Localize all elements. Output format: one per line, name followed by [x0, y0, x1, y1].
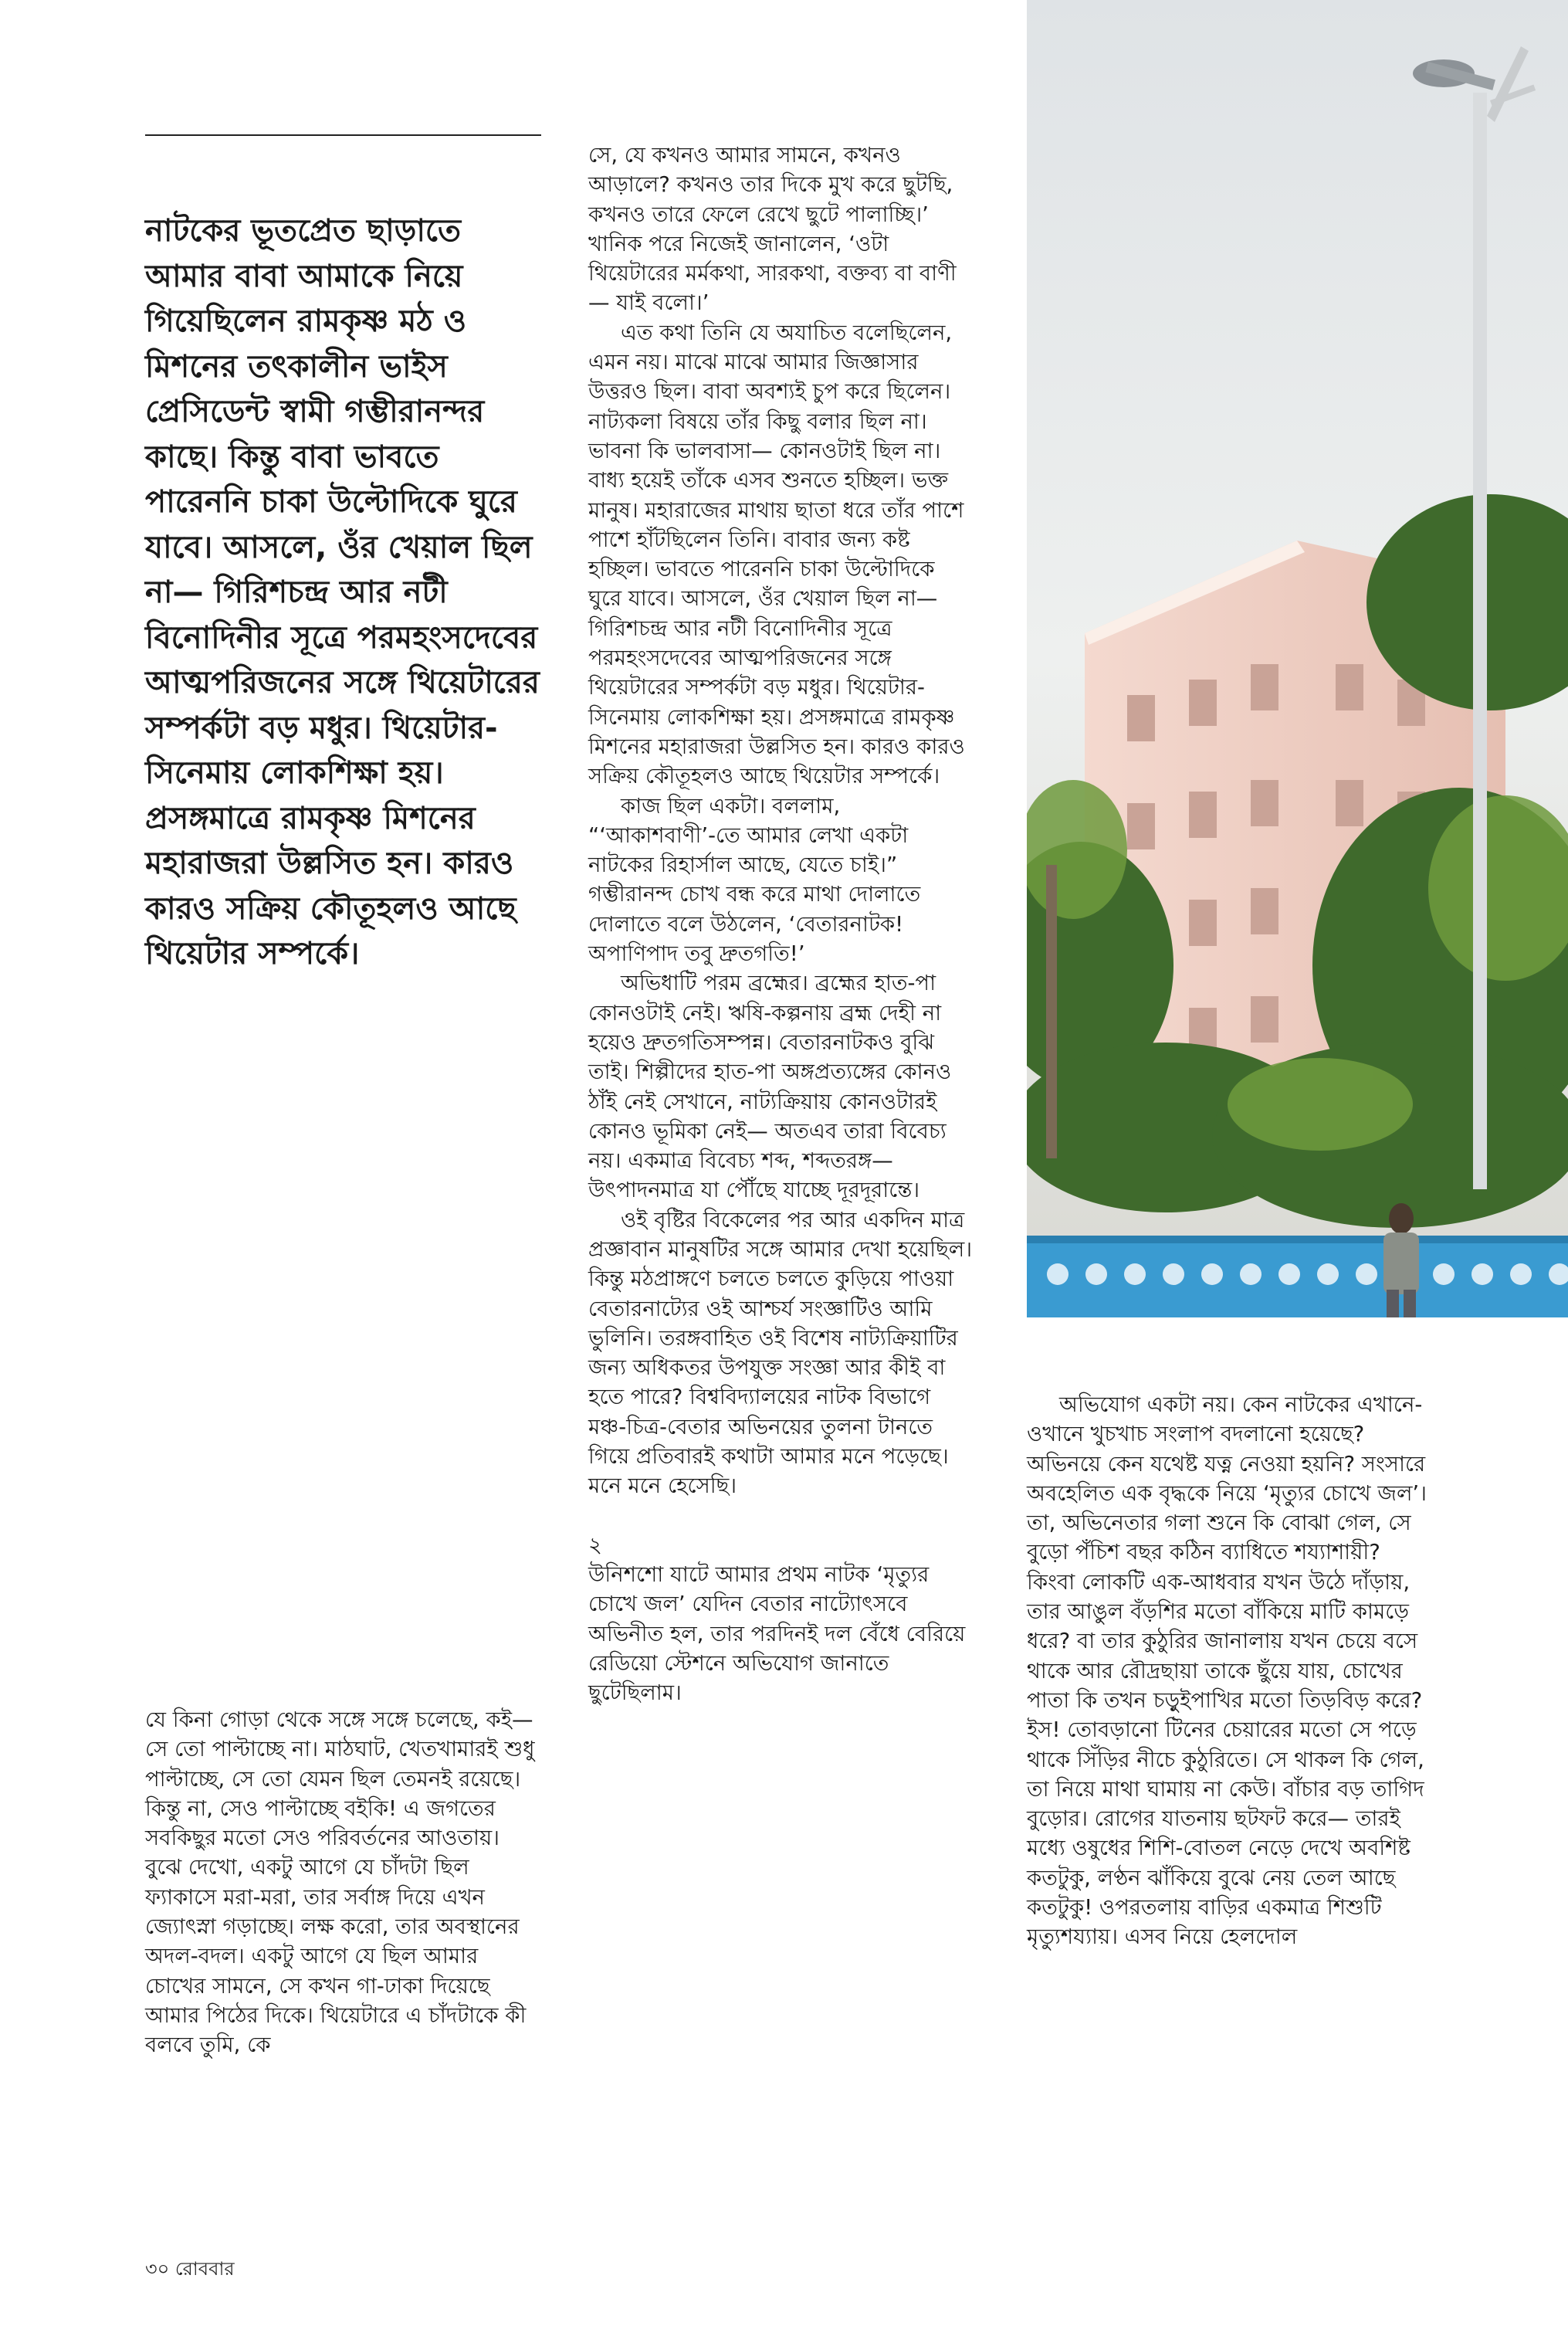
paragraph: কাজ ছিল একটা। বললাম, “‘আকাশবাণী’-তে আমার লেখা একটা নাটকের রিহার্সাল আছে, যেতে চাই।” গম্ভীরানন্দ চোখ বন্ধ করে মাথা দোলাতে দোলাতে বলে উঠলেন, ‘বেতারনাটক! অপাণিপাদ তবু দ্রুতগতি!’: [588, 793, 921, 967]
column-1-body: [145, 1705, 540, 2060]
section-number: ২: [588, 1532, 602, 1558]
column-2-body: [588, 141, 974, 1707]
paragraph: সে, যে কখনও আমার সামনে, কখনও আড়ালে? কখনও তার দিকে মুখ করে ছুটছি, কখনও তারে ফেলে রেখে ছুটে পালাচ্ছি।’ খানিক পরে নিজেই জানালেন, ‘ওটা থিয়েটারের মর্মকথা, সারকথা, বক্তব্য বা বাণী— যাই বলো।’: [588, 143, 957, 316]
top-rule: [145, 134, 541, 136]
paragraph: অভিধাটি পরম ব্রহ্মের। ব্রহ্মের হাত-পা কোনওটাই নেই। ঋষি-কল্পনায় ব্রহ্ম দেহী না হয়েও দ্রুতগতিসম্পন্ন। বেতারনাটকও বুঝি তাই। শিল্পীদের হাত-পা অঙ্গপ্রত্যঙ্গের কোনও ঠাঁই নেই সেখানে, নাট্যক্রিয়ায় কোনওটারই কোনও ভূমিকা নেই— অতএব তারা বিবেচ্য নয়। একমাত্র বিবেচ্য শব্দ, শব্দতরঙ্গ— উৎপাদনমাত্র যা পৌঁছে যাচ্ছে দূরদূরান্তে।: [588, 971, 952, 1203]
paragraph: উনিশশো যাটে আমার প্রথম নাটক ‘মৃত্যুর চোখে জল’ যেদিন বেতার নাট্যোৎসবে অভিনীত হল, তার পরদিনই দল বেঁধে বেরিয়ে রেডিয়ো স্টেশনে অভিযোগ জানাতে ছুটেছিলাম।: [588, 1561, 966, 1706]
column-3-body: [1027, 1390, 1428, 1952]
paragraph: এত কথা তিনি যে অযাচিত বলেছিলেন, এমন নয়। মাঝে মাঝে আমার জিজ্ঞাসার উত্তরও ছিল। বাবা অবশ্যই চুপ করে ছিলেন। নাট্যকলা বিষয়ে তাঁর কিছু বলার ছিল না। ভাবনা কি ভালবাসা— কোনওটাই ছিল না। বাধ্য হয়েই তাঁকে এসব শুনতে হচ্ছিল। ভক্ত মানুষ। মহারাজের মাথায় ছাতা ধরে তাঁর পাশে পাশে হাঁটছিলেন তিনি। বাবার জন্য কষ্ট হচ্ছিল। ভাবতে পারেননি চাকা উল্টোদিকে ঘুরে যাবে। আসলে, ওঁর খেয়াল ছিল না— গিরিশচন্দ্র আর নটী বিনোদিনীর সূত্রে পরমহংসদেবের আত্মপরিজনের সঙ্গে থিয়েটারের সম্পর্কটা বড় মধুর। থিয়েটার-সিনেমায় লোকশিক্ষা হয়। প্রসঙ্গমাত্রে রামকৃষ্ণ মিশনের মহারাজরা উল্লসিত হন। কারও কারও সক্রিয় কৌতূহলও আছে থিয়েটার সম্পর্কে।: [588, 320, 965, 789]
photo-building-streetlight: [1027, 0, 1568, 1317]
paragraph: যে কিনা গোড়া থেকে সঙ্গে সঙ্গে চলেছে, কই— সে তো পাল্টাচ্ছে না। মাঠঘাট, খেতখামারই শুধু পাল্টাচ্ছে, সে তো যেমন ছিল তেমনই রয়েছে। কিন্তু না, সেও পাল্টাচ্ছে বইকি! এ জগতের সবকিছুর মতো সেও পরিবর্তনের আওতায়। বুঝে দেখো, একটু আগে যে চাঁদটা ছিল ফ্যাকাসে মরা-মরা, তার সর্বাঙ্গ দিয়ে এখন জ্যোৎস্না গড়াচ্ছে। লক্ষ করো, তার অবস্থানের অদল-বদল। একটু আগে যে ছিল আমার চোখের সামনে, সে কখন গা-ঢাকা দিয়েছে আমার পিঠের দিকে। থিয়েটারে এ চাঁদটাকে কী বলবে তুমি, কে: [145, 1707, 535, 2058]
paragraph: ওই বৃষ্টির বিকেলের পর আর একদিন মাত্র প্রজ্ঞাবান মানুষটির সঙ্গে আমার দেখা হয়েছিল। কিন্তু মঠপ্রাঙ্গণে চলতে চলতে কুড়িয়ে পাওয়া বেতারনাট্যের ওই আশ্চর্য সংজ্ঞাটিও আমি ভুলিনি। তরঙ্গবাহিত ওই বিশেষ নাট্যক্রিয়াটির জন্য অধিকতর উপযুক্ত সংজ্ঞা আর কীই বা হতে পারে? বিশ্ববিদ্যালয়ের নাটক বিভাগে মঞ্চ-চিত্র-বেতার অভিনয়ের তুলনা টানতে গিয়ে প্রতিবারই কথাটা আমার মনে পড়েছে। মনে মনে হেসেছি।: [588, 1207, 973, 1499]
page-folio: ৩০ রোববার: [145, 2258, 235, 2280]
pull-quote: নাটকের ভূতপ্রেত ছাড়াতে আমার বাবা আমাকে নিয়ে গিয়েছিলেন রামকৃষ্ণ মঠ ও মিশনের তৎকালীন ভাইস প্রেসিডেন্ট স্বামী গম্ভীরানন্দর কাছে। কিন্তু বাবা ভাবতে পারেননি চাকা উল্টোদিকে ঘুরে যাবে। আসলে, ওঁর খেয়াল ছিল না— গিরিশচন্দ্র আর নটী বিনোদিনীর সূত্রে পরমহংসদেবের আত্মপরিজনের সঙ্গে থিয়েটারের সম্পর্কটা বড় মধুর। থিয়েটার-সিনেমায় লোকশিক্ষা হয়। প্রসঙ্গমাত্রে রামকৃষ্ণ মিশনের মহারাজরা উল্লসিত হন। কারও কারও সক্রিয় কৌতূহলও আছে থিয়েটার সম্পর্কে।: [145, 213, 540, 971]
paragraph: অভিযোগ একটা নয়। কেন নাটকের এখানে-ওখানে খুচখাচ সংলাপ বদলানো হয়েছে? অভিনয়ে কেন যথেষ্ট যত্ন নেওয়া হয়নি? সংসারে অবহেলিত এক বৃদ্ধকে নিয়ে ‘মৃত্যুর চোখে জল’। তা, অভিনেতার গলা শুনে কি বোঝা গেল, সে বুড়ো পঁচিশ বছর কঠিন ব্যাধিতে শয্যাশায়ী? কিংবা লোকটি এক-আধবার যখন উঠে দাঁড়ায়, তার আঙুল বঁড়শির মতো বাঁকিয়ে মাটি কামড়ে ধরে? বা তার কুঠুরির জানালায় যখন চেয়ে বসে থাকে আর রৌদ্রছায়া তাকে ছুঁয়ে যায়, চোখের পাতা কি তখন চড়ুইপাখির মতো তিড়বিড় করে? ইস! তোবড়ানো টিনের চেয়ারের মতো সে পড়ে থাকে সিঁড়ির নীচে কুঠুরিতে। সে থাকল কি গেল, তা নিয়ে মাথা ঘামায় না কেউ। বাঁচার বড় তাগিদ বুড়োর। রোগের যাতনায় ছটফট করে— তারই মধ্যে ওষুধের শিশি-বোতল নেড়ে দেখে অবশিষ্ট কতটুকু, লণ্ঠন ঝাঁকিয়ে বুঝে নেয় তেল আছে কতটুকু! ওপরতলায় বাড়ির একমাত্র শিশুটি মৃত্যুশয্যায়। এসব নিয়ে হেলদোল: [1027, 1392, 1427, 1950]
